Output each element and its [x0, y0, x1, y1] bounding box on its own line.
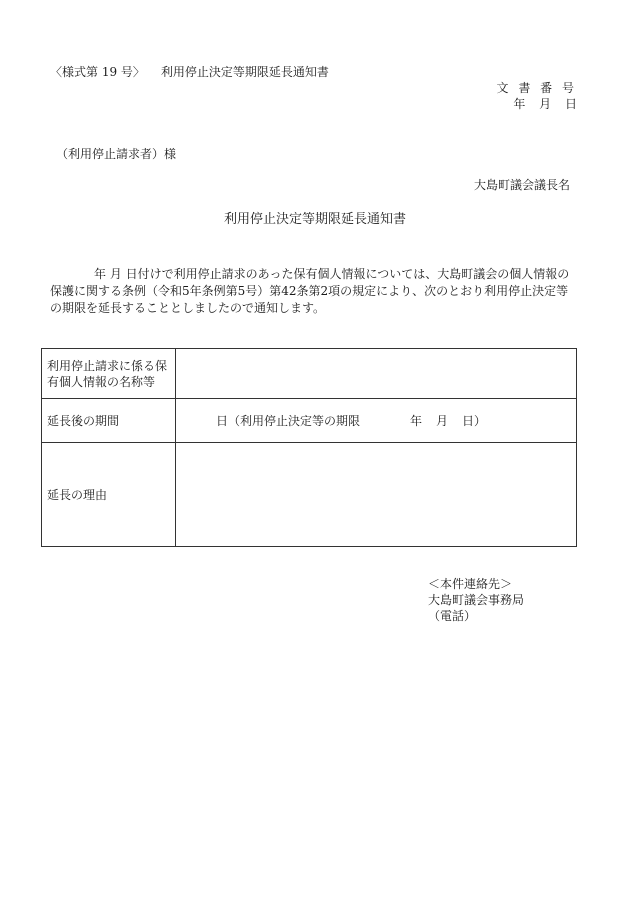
period-day: 日） — [462, 413, 487, 428]
table-row — [42, 443, 577, 547]
contact-office: 大島町議会事務局 — [428, 593, 525, 607]
info-name-label: 利用停止請求に係る保有個人情報の名称等 — [42, 349, 176, 399]
document-number: 文 書 番 号 — [496, 81, 577, 95]
contact-block — [428, 576, 524, 624]
table-row — [42, 349, 577, 399]
form-header — [50, 64, 329, 80]
document-title: 利用停止決定等期限延長通知書 — [223, 212, 406, 227]
form-header-title: 利用停止決定等期限延長通知書 — [160, 65, 329, 79]
body-date-prefix: 年 月 日付けで — [94, 267, 174, 281]
period-year: 年 — [410, 413, 423, 428]
period-days: 日（利用停止決定等の期限 — [216, 413, 361, 428]
period-month: 月 — [436, 413, 449, 428]
form-number: 〈様式第 19 号〉 — [50, 65, 145, 79]
reason-label: 延長の理由 — [42, 443, 176, 547]
info-name-value — [176, 349, 577, 399]
body-text: 利用停止請求のあった保有個人情報については、大島町議会の個人情報の保護に関する条例（令和5年条例第5号）第42条第2項の規定により、次のとおり利用停止決定等の期限を延長することとしましたので通知します。 — [50, 267, 570, 315]
details-table — [41, 348, 577, 547]
contact-phone: （電話） — [428, 609, 477, 623]
sender: 大島町議会議長名 — [473, 178, 570, 192]
document-date: 年 月 日 — [513, 97, 577, 111]
contact-heading: ＜本件連絡先＞ — [428, 577, 513, 591]
period-label: 延長後の期間 — [42, 399, 176, 443]
reason-value — [176, 443, 577, 547]
period-value — [176, 399, 577, 443]
notice-body — [50, 266, 580, 317]
recipient: （利用停止請求者）様 — [56, 147, 177, 161]
table-row — [42, 399, 577, 443]
